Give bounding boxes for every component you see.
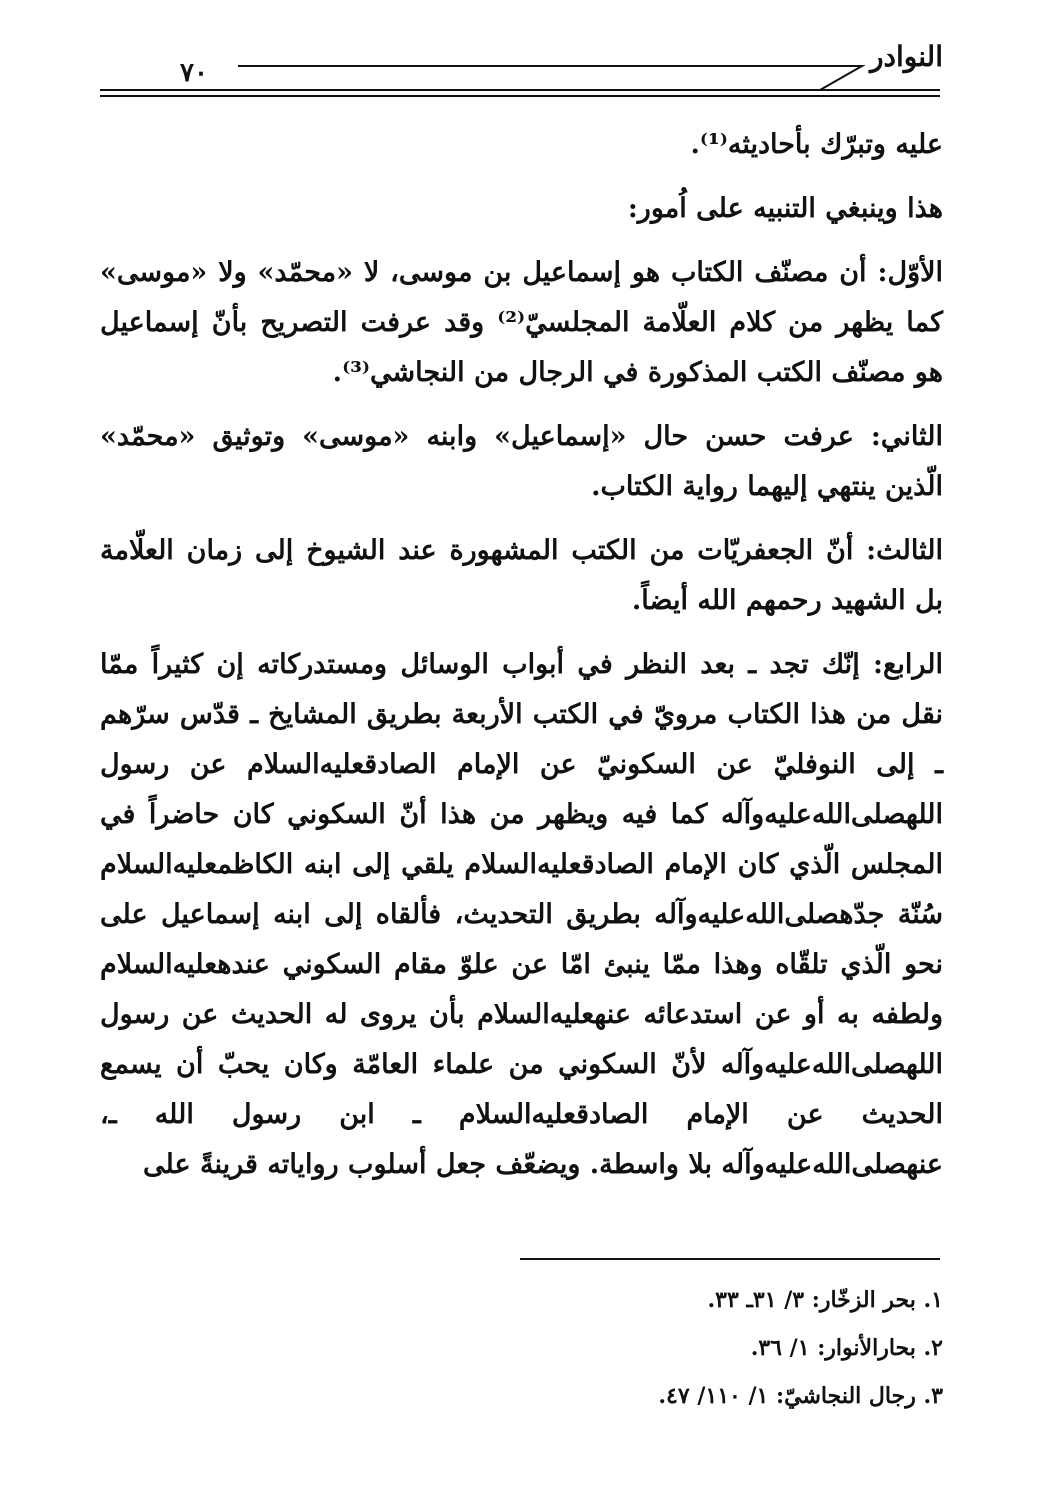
paragraph-fourth — [100, 640, 943, 1190]
page-number: ٧٠ — [180, 58, 208, 88]
paragraph-continuation: عليه وتبرّك بأحاديثه⁽¹⁾. — [690, 129, 943, 160]
footnote-2: ٢. بحارالأنوار: ١/ ٣٦. — [750, 1335, 943, 1361]
footnotes — [658, 1276, 943, 1420]
paragraph-fourth-lead: الرابع: — [873, 649, 943, 680]
paragraph-fourth-text: إنّك تجد ـ بعد النظر في أبواب الوسائل ومستدركاته إن كثيراً ممّا نقل من هذا الكتاب مرويّ في الكتب الأربعة بطريق المشايخ ـ قدّس سرّهم ـ إلى النوفليّ عن السكونيّ عن الإمام الصادقعليه‌السلام عن رسول اللهصلى‌الله‌عليه‌وآله كما فيه ويظهر من هذا أنّ السكوني كان حاضراً في المجلس الّذي كان الإمام الصادقعليه‌السلام يلقي إلى ابنه الكاظمعليه‌السلام سُنّة جدّهصلى‌الله‌عليه‌وآله بطريق التحديث، فألقاه إلى ابنه إسماعيل على نحو الّذي تلقّاه وهذا ممّا ينبئ امّا عن علوّ مقام السكوني عندهعليه‌السلام ولطفه به أو عن استدعائه عنهعليه‌السلام بأن يروى له الحديث عن رسول اللهصلى‌الله‌عليه‌وآله لأنّ السكوني من علماء العامّة وكان يحبّ أن يسمع الحديث عن الإمام الصادقعليه‌السلام ـ ابن رسول الله ـ، عنهصلى‌الله‌عليه‌وآله بلا واسطة. ويضعّف جعل أسلوب رواياته قرينةً على — [100, 649, 943, 1180]
footnote-3: ٣. رجال النجاشيّ: ١/ ١١٠/ ٤٧. — [658, 1383, 943, 1409]
paragraph-intro-text: هذا وينبغي التنبيه على اُمور: — [627, 193, 943, 224]
paragraph-intro — [100, 184, 943, 234]
paragraph-first-lead: الأوّل: — [877, 257, 944, 288]
paragraph-third-lead: الثالث: — [866, 535, 943, 566]
paragraph-second-lead: الثاني: — [870, 421, 943, 452]
running-title: النوادر — [870, 40, 943, 73]
paragraph-third-text: أنّ الجعفريّات من الكتب المشهورة عند الشيوخ إلى زمان العلّامة بل الشهيد رحمهم الله أيضاً. — [100, 535, 943, 616]
paragraph-first-text: أن مصنّف الكتاب هو إسماعيل بن موسى، لا «محمّد» ولا «موسى» كما يظهر من كلام العلّامة المجلسيّ⁽²⁾ وقد عرفت التصريح بأنّ إسماعيل هو مصنّف الكتب المذكورة في الرجال من النجاشي⁽³⁾. — [100, 257, 943, 388]
paragraph-second — [100, 412, 943, 512]
footnote-1: ١. بحر الزخّار: ٣/ ٣١ـ ٣٣. — [707, 1287, 943, 1313]
footnote-separator — [520, 1258, 940, 1260]
main-text — [100, 120, 943, 1204]
paragraph-second-text: عرفت حسن حال «إسماعيل» وابنه «موسى» وتوثيق «محمّد» الّذين ينتهي إليهما رواية الكتاب. — [100, 421, 943, 502]
paragraph-first — [100, 248, 943, 398]
paragraph-third — [100, 526, 943, 626]
